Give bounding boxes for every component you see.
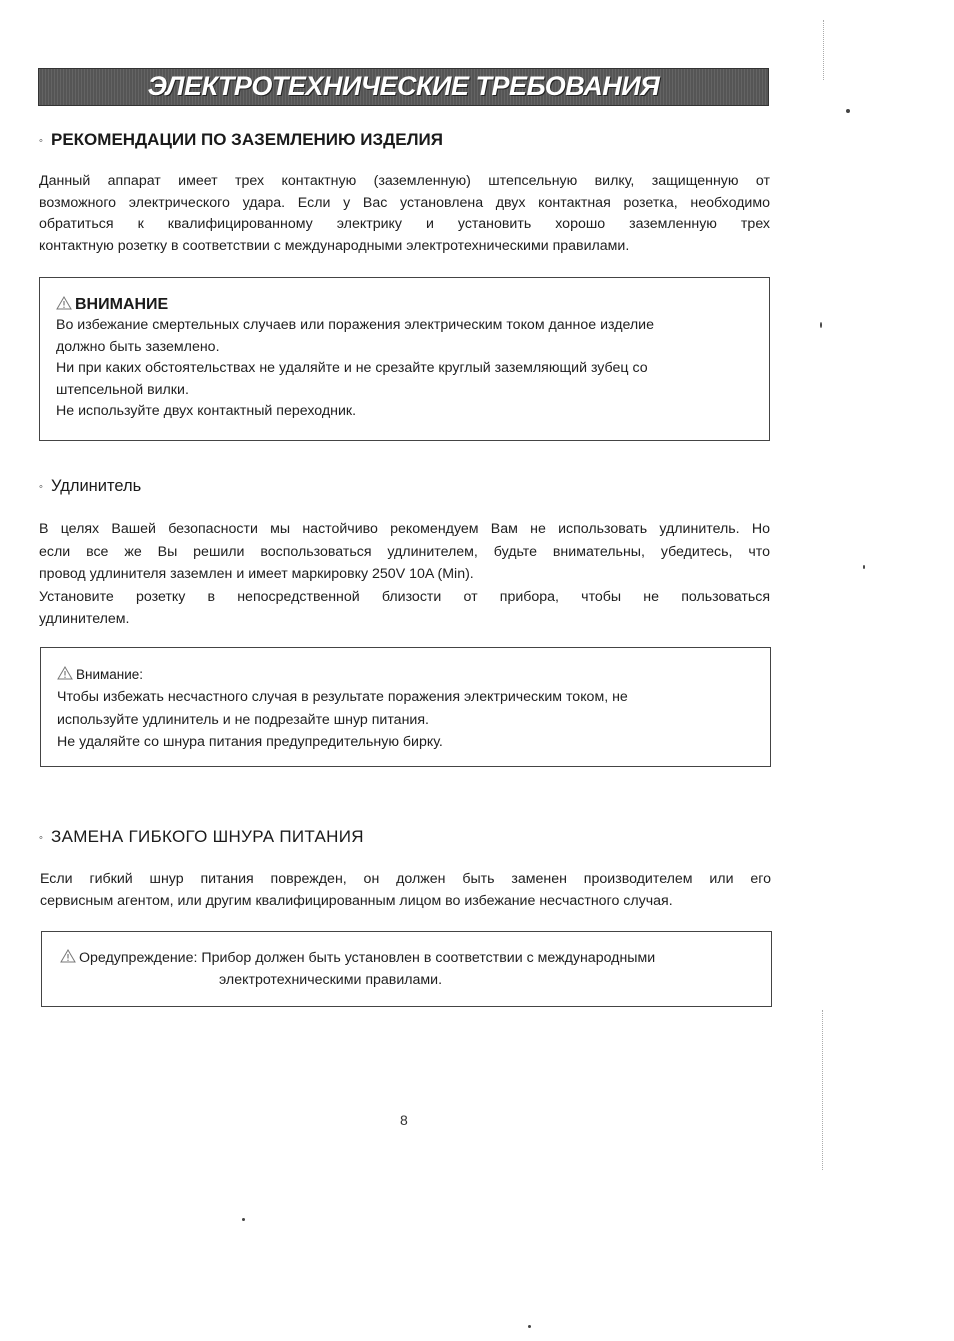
- caution-line: должно быть заземлено.: [56, 338, 220, 355]
- extension-caution-heading-text: Внимание:: [76, 667, 144, 682]
- cord-heading: [39, 827, 364, 847]
- bullet-icon: ◦: [39, 831, 44, 844]
- title-banner: [38, 68, 769, 106]
- caution-body: [56, 315, 654, 423]
- warning-text: Прибор должен быть установлен в соответствии с международными: [201, 950, 656, 966]
- paragraph-line: удлинителем.: [39, 611, 130, 627]
- scan-speck: [242, 1218, 245, 1221]
- grounding-paragraph: [39, 171, 770, 257]
- paragraph-line: Если гибкий шнур питания поврежден, он должен быть заменен производителем или его: [40, 871, 771, 887]
- warning-label: Оредупреждение:: [79, 950, 198, 966]
- page-number: 8: [400, 1112, 408, 1128]
- extension-caution-body: [57, 686, 628, 754]
- caution-heading-text: ВНИМАНИЕ: [75, 296, 169, 313]
- caution-line: штепсельной вилки.: [56, 381, 189, 398]
- extension-paragraph: [39, 518, 770, 631]
- warning-second-line: электротехническими правилами.: [219, 972, 443, 988]
- warning-triangle-icon: [56, 296, 72, 310]
- warning-triangle-icon: [57, 666, 73, 680]
- scan-speck: [528, 1325, 531, 1328]
- extension-heading: [39, 477, 141, 496]
- bullet-icon: ◦: [39, 480, 43, 493]
- cord-heading-text: ЗАМЕНА ГИБКОГО ШНУРА ПИТАНИЯ: [51, 827, 364, 846]
- caution-box: [39, 277, 770, 441]
- scan-speck: [863, 565, 865, 569]
- paragraph-line: если все же Вы решили воспользоваться удлинителем, будьте внимательны, убедитесь, что: [39, 543, 770, 560]
- caution-line: Чтобы избежать несчастного случая в результате поражения электрическим током, не: [57, 689, 628, 705]
- page-title: ЭЛЕКТРОТЕХНИЧЕСКИЕ ТРЕБОВАНИЯ: [147, 71, 660, 101]
- paragraph-line: обратиться к квалифицированному электрику и установить хорошо заземленную трех: [39, 216, 770, 232]
- paragraph-line: сервисным агентом, или другим квалифицированным лицом во избежание несчастного случая.: [40, 892, 673, 909]
- warning-box: [41, 931, 772, 1007]
- grounding-heading-text: РЕКОМЕНДАЦИИ ПО ЗАЗЕМЛЕНИЮ ИЗДЕЛИЯ: [51, 130, 443, 149]
- paragraph-line: возможного электрического удара. Если у Вас установлена двух контактная розетка, необходимо: [39, 194, 770, 211]
- scan-edge: [823, 20, 824, 80]
- cord-paragraph: [40, 869, 771, 912]
- warning-triangle-icon: [60, 949, 76, 963]
- scan-speck: [846, 109, 850, 113]
- scan-speck: [820, 322, 822, 328]
- caution-line: Не удаляйте со шнура питания предупредительную бирку.: [57, 734, 443, 750]
- paragraph-line: В целях Вашей безопасности мы настойчиво рекомендуем Вам не использовать удлинитель. Но: [39, 521, 770, 537]
- bullet-icon: ◦: [39, 134, 43, 147]
- grounding-heading: [39, 130, 443, 150]
- caution-line: Не используйте двух контактный переходник.: [56, 403, 357, 419]
- extension-caution-heading: [57, 665, 143, 685]
- caution-line: используйте удлинитель и не подрезайте шнур питания.: [57, 711, 429, 728]
- warning-first-line: [60, 948, 655, 970]
- scan-edge: [822, 1010, 823, 1170]
- caution-line: Во избежание смертельных случаев или поражения электрическим током данное изделие: [56, 317, 654, 333]
- paragraph-line: Данный аппарат имеет трех контактную (заземленную) штепсельную вилку, защищенную от: [39, 173, 770, 189]
- paragraph-line: контактную розетку в соответствии с международными электротехническими правилами.: [39, 237, 630, 254]
- caution-heading: [56, 295, 168, 315]
- paragraph-line: провод удлинителя заземлен и имеет маркировку 250V 10A (Min).: [39, 566, 474, 582]
- caution-line: Ни при каких обстоятельствах не удаляйте и не срезайте круглый заземляющий зубец со: [56, 360, 648, 376]
- extension-heading-text: Удлинитель: [51, 477, 142, 495]
- extension-caution-box: [40, 647, 771, 767]
- paragraph-line: Установите розетку в непосредственной близости от прибора, чтобы не пользоваться: [39, 588, 770, 605]
